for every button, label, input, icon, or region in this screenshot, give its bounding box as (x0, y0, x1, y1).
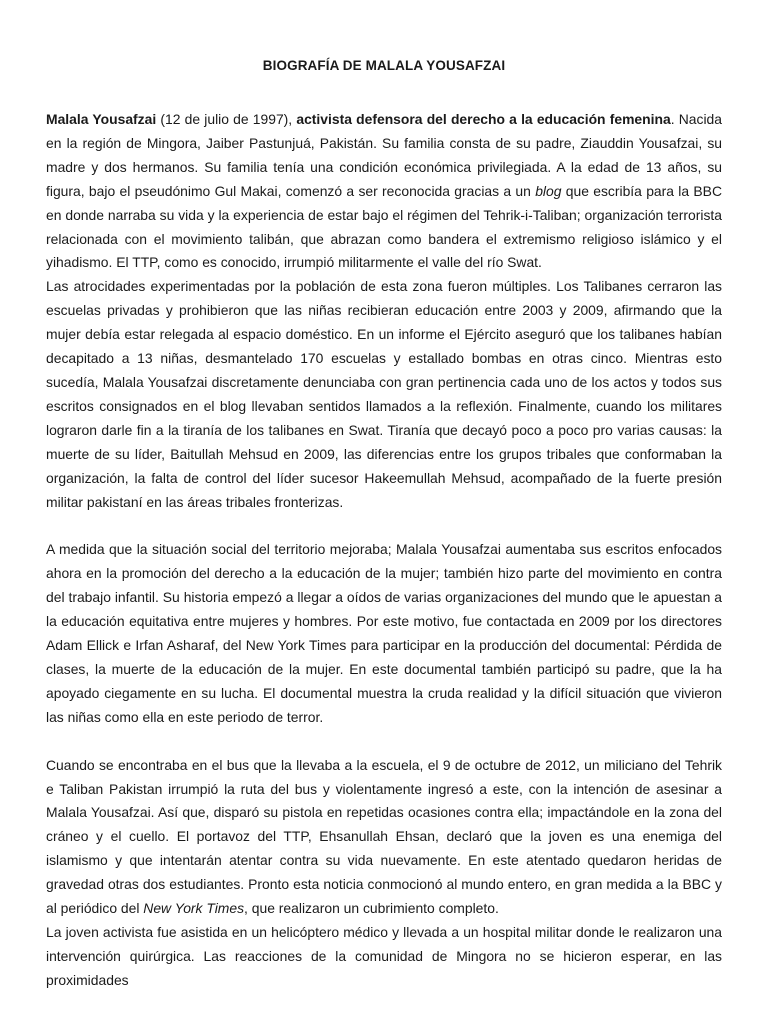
paragraph-attack (46, 754, 722, 921)
subject-name: Malala Yousafzai (46, 111, 157, 127)
paragraph-hospital: La joven activista fue asistida en un helicóptero médico y llevada a un hospital militar donde le realizaron una intervención quirúrgica. Las reacciones de la comunidad de Mingora no se hicieron esperar, en las proximidades (46, 924, 722, 988)
intro-text-a: . Nacida en la región de Mingora, Jaiber Pastunjuá, Pakistán. Su familia consta de su padre, Ziauddin Yousafzai, su madre y dos hermanos. Su familia tenía una condición económica privilegiada. A la edad de 13 años, su figura, bajo el pseudónimo Gul Makai, comenzó a ser reconocida gracias a un (46, 111, 722, 199)
paragraph-atrocities: Las atrocidades experimentadas por la población de esta zona fueron múltiples. Los Talibanes cerraron las escuelas privadas y prohibieron que las niñas recibieran educación entre 2003 y 2009, afirmando que la mujer debía estar relegada al espacio doméstico. En un informe el Ejército aseguró que los talibanes habían decapitado a 13 niñas, desmantelado 170 escuelas y estallado bombas en otras cinco. Mientras esto sucedía, Malala Yousafzai discretamente denunciaba con gran pertinencia cada uno de los actos y todos sus escritos consignados en el blog llevaban sentidos llamados a la reflexión. Finalmente, cuando los militares lograron darle fin a la tiranía de los talibanes en Swat. Tiranía que decayó poco a poco pro varias causas: la muerte de su líder, Baitullah Mehsud en 2009, las diferencias entre los grupos tribales que conformaban la organización, la falta de control del líder sucesor Hakeemullah Mehsud, acompañado de la fuerte presión militar pakistaní en las áreas tribales fronterizas. (46, 278, 722, 510)
paragraph-intro (46, 108, 722, 275)
attack-text-b: , que realizaron un cubrimiento completo. (244, 900, 499, 917)
blog-word: blog (535, 182, 562, 199)
paragraph-advocacy: A medida que la situación social del territorio mejoraba; Malala Yousafzai aumentaba sus escritos enfocados ahora en la promoción del derecho a la educación de la mujer; también hizo parte del movimiento en contra del trabajo infantil. Su historia empezó a llegar a oídos de varias organizaciones del mundo que le apuestan a la educación equitativa entre mujeres y hombres. Por este motivo, fue contactada en 2009 por los directores Adam Ellick e Irfan Asharaf, del New York Times para participar en la producción del documental: Pérdida de clases, la muerte de la educación de la mujer. En este documental también participó su padre, que la ha apoyado ciegamente en su lucha. El documental muestra la cruda realidad y la difícil situación que vivieron las niñas como ella en este periodo de terror. (46, 541, 722, 725)
subject-role: activista defensora del derecho a la educación femenina (296, 111, 671, 127)
document-title: BIOGRAFÍA DE MALALA YOUSAFZAI (262, 58, 506, 73)
birth-date: (12 de julio de 1997), (156, 111, 297, 127)
attack-text-a: Cuando se encontraba en el bus que la llevaba a la escuela, el 9 de octubre de 2012, un miliciano del Tehrik e Taliban Pakistan irrumpió la ruta del bus y violentamente ingresó a este, con la intención de asesinar a Malala Yousafzai. Así que, disparó su pistola en repetidas ocasiones contra ella; impactándole en la zona del cráneo y el cuello. El portavoz del TTP, Ehsanullah Ehsan, declaró que la joven es una enemiga del islamismo y que intentarán atentar contra su vida nuevamente. En este atentado quedaron heridas de gravedad otras dos estudiantes. Pronto esta noticia conmocionó al mundo entero, en gran medida a la BBC y al periódico del (46, 756, 722, 917)
newspaper-name: New York Times (143, 900, 245, 917)
intro-text-b: que escribía para la BBC en donde narraba su vida y la experiencia de estar bajo el régimen del Tehrik-i-Taliban; organización terrorista relacionada con el movimiento talibán, que abrazan como bandera el extremismo religioso islámico y el yihadismo. El TTP, como es conocido, irrumpió militarmente el valle del río Swat. (46, 182, 722, 271)
